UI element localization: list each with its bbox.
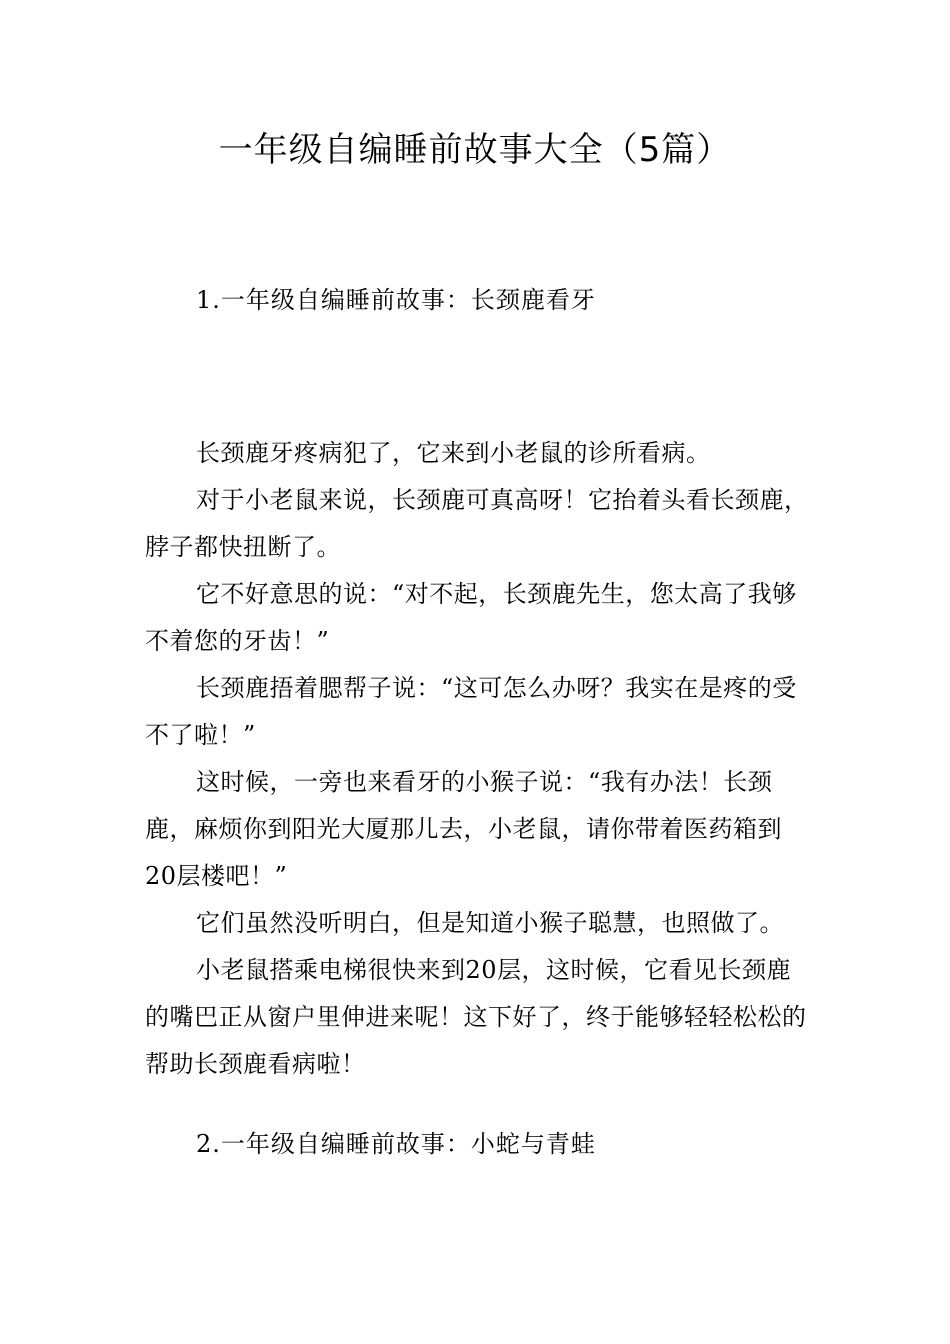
paragraph: 对于小老鼠来说，长颈鹿可真高呀！它抬着头看长颈鹿，脖子都快扭断了。 [145,486,809,561]
section-heading-2: 2.一年级自编睡前故事：小蛇与青蛙 [196,1130,596,1158]
paragraph: 这时候，一旁也来看牙的小猴子说：“我有办法！长颈鹿，麻烦你到阳光大厦那儿去，小老鼠，请你带着医药箱到20层楼吧！” [145,768,782,890]
paragraph: 长颈鹿捂着腮帮子说：“这可怎么办呀？我实在是疼的受不了啦！” [145,674,797,749]
paragraph: 长颈鹿牙疼病犯了，它来到小老鼠的诊所看病。 [196,439,711,467]
paragraph: 小老鼠搭乘电梯很快来到20层，这时候，它看见长颈鹿的嘴巴正从窗户里伸进来呢！这下好了，终于能够轻轻松松的帮助长颈鹿看病啦！ [145,956,807,1078]
paragraph: 它们虽然没听明白，但是知道小猴子聪慧，也照做了。 [196,909,784,937]
story-body [145,430,810,1088]
document-title: 一年级自编睡前故事大全（5篇） [218,130,732,170]
section-heading-1: 1.一年级自编睡前故事：长颈鹿看牙 [196,286,596,314]
paragraph: 它不好意思的说：“对不起，长颈鹿先生，您太高了我够不着您的牙齿！” [145,580,797,655]
